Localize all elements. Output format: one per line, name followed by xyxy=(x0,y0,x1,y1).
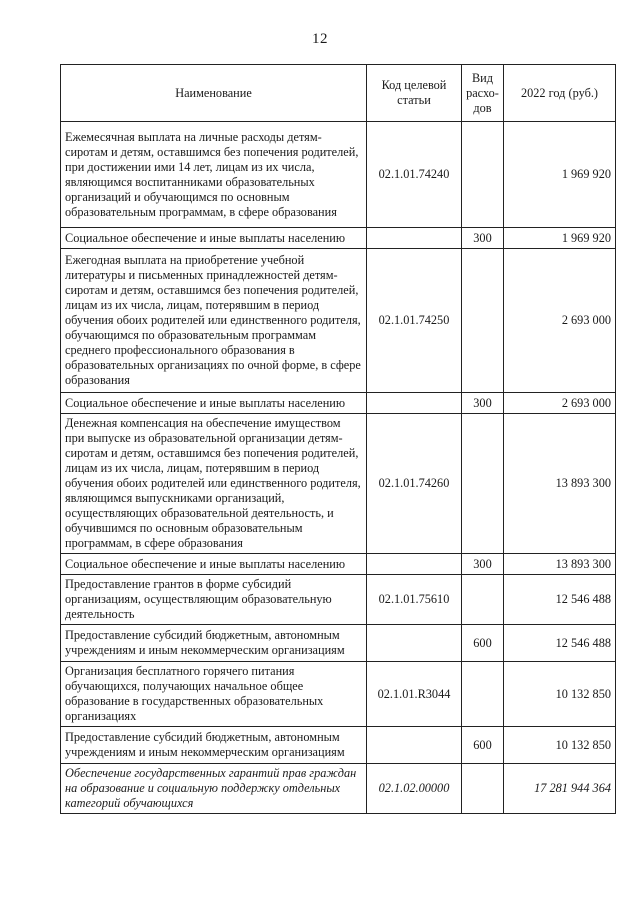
row-expense-type: 600 xyxy=(462,727,504,764)
row-sum: 2 693 000 xyxy=(504,249,616,393)
row-sum: 17 281 944 364 xyxy=(504,764,616,814)
table-row xyxy=(61,414,616,554)
row-sum: 1 969 920 xyxy=(504,122,616,228)
row-expense-type xyxy=(462,249,504,393)
table-row xyxy=(61,393,616,414)
row-name: Предоставление субсидий бюджетным, автономным учреждениям и иным некоммерческим организациям xyxy=(61,727,367,764)
row-expense-type xyxy=(462,575,504,625)
row-name: Социальное обеспечение и иные выплаты населению xyxy=(61,554,367,575)
row-expense-type xyxy=(462,764,504,814)
row-sum: 12 546 488 xyxy=(504,625,616,662)
row-code xyxy=(367,554,462,575)
row-name: Предоставление субсидий бюджетным, автономным учреждениям и иным некоммерческим организациям xyxy=(61,625,367,662)
header-sum-2022: 2022 год (руб.) xyxy=(504,65,616,122)
row-code: 02.1.01.R3044 xyxy=(367,662,462,727)
row-code xyxy=(367,393,462,414)
row-name: Ежегодная выплата на приобретение учебной литературы и письменных принадлежностей детям-сиротам и детям, оставшимся без попечения родителей, лицам из их числа, лицам, потерявшим в период обучения обоих родителей или единственного родителя, обучающимся по образовательным программам среднего профессионального образования в образовательных организациях по очной форме, в сфере образования xyxy=(61,249,367,393)
row-sum: 10 132 850 xyxy=(504,727,616,764)
page-number: 12 xyxy=(312,31,328,47)
row-expense-type xyxy=(462,662,504,727)
row-code: 02.1.01.74250 xyxy=(367,249,462,393)
row-sum: 2 693 000 xyxy=(504,393,616,414)
row-sum: 10 132 850 xyxy=(504,662,616,727)
row-name: Обеспечение государственных гарантий прав граждан на образование и социальную поддержку отдельных категорий обучающихся xyxy=(61,764,367,814)
row-code: 02.1.01.74260 xyxy=(367,414,462,554)
row-sum: 13 893 300 xyxy=(504,414,616,554)
table-header-row xyxy=(61,65,616,122)
row-expense-type xyxy=(462,122,504,228)
row-code: 02.1.02.00000 xyxy=(367,764,462,814)
header-code: Код целевой статьи xyxy=(367,65,462,122)
row-name: Денежная компенсация на обеспечение имуществом при выпуске из образовательной организации детям-сиротам и детям, оставшимся без попечения родителей, лицам из их числа, лицам, потерявшим в период обучения обоих родителей или единственного родителя, являющимся выпускниками организаций, осуществляющих образовательной деятельность, и обучившимся по основным образовательным программам, в сфере образования xyxy=(61,414,367,554)
table-row xyxy=(61,764,616,814)
row-name: Предоставление грантов в форме субсидий организациям, осуществляющим образовательную деятельность xyxy=(61,575,367,625)
row-name: Организация бесплатного горячего питания обучающихся, получающих начальное общее образование в государственных образовательных организациях xyxy=(61,662,367,727)
row-expense-type: 300 xyxy=(462,554,504,575)
table-row xyxy=(61,249,616,393)
header-name: Наименование xyxy=(61,65,367,122)
header-expense-type: Вид расхо-дов xyxy=(462,65,504,122)
row-name: Социальное обеспечение и иные выплаты населению xyxy=(61,393,367,414)
table-row xyxy=(61,122,616,228)
table-row xyxy=(61,575,616,625)
row-code: 02.1.01.74240 xyxy=(367,122,462,228)
row-code: 02.1.01.75610 xyxy=(367,575,462,625)
table-row xyxy=(61,727,616,764)
row-code xyxy=(367,228,462,249)
row-expense-type: 300 xyxy=(462,393,504,414)
row-expense-type xyxy=(462,414,504,554)
row-expense-type: 300 xyxy=(462,228,504,249)
row-expense-type: 600 xyxy=(462,625,504,662)
table-row xyxy=(61,625,616,662)
row-sum: 13 893 300 xyxy=(504,554,616,575)
table-row xyxy=(61,554,616,575)
row-name: Ежемесячная выплата на личные расходы детям-сиротам и детям, оставшимся без попечения родителей, при достижении ими 14 лет, лицам из их числа, являющимся воспитанниками образовательных организаций и обучающимся по основным образовательным программам, в сфере образования xyxy=(61,122,367,228)
row-sum: 12 546 488 xyxy=(504,575,616,625)
row-code xyxy=(367,727,462,764)
table-row xyxy=(61,228,616,249)
row-sum: 1 969 920 xyxy=(504,228,616,249)
row-code xyxy=(367,625,462,662)
budget-table xyxy=(60,64,616,814)
table-row xyxy=(61,662,616,727)
row-name: Социальное обеспечение и иные выплаты населению xyxy=(61,228,367,249)
